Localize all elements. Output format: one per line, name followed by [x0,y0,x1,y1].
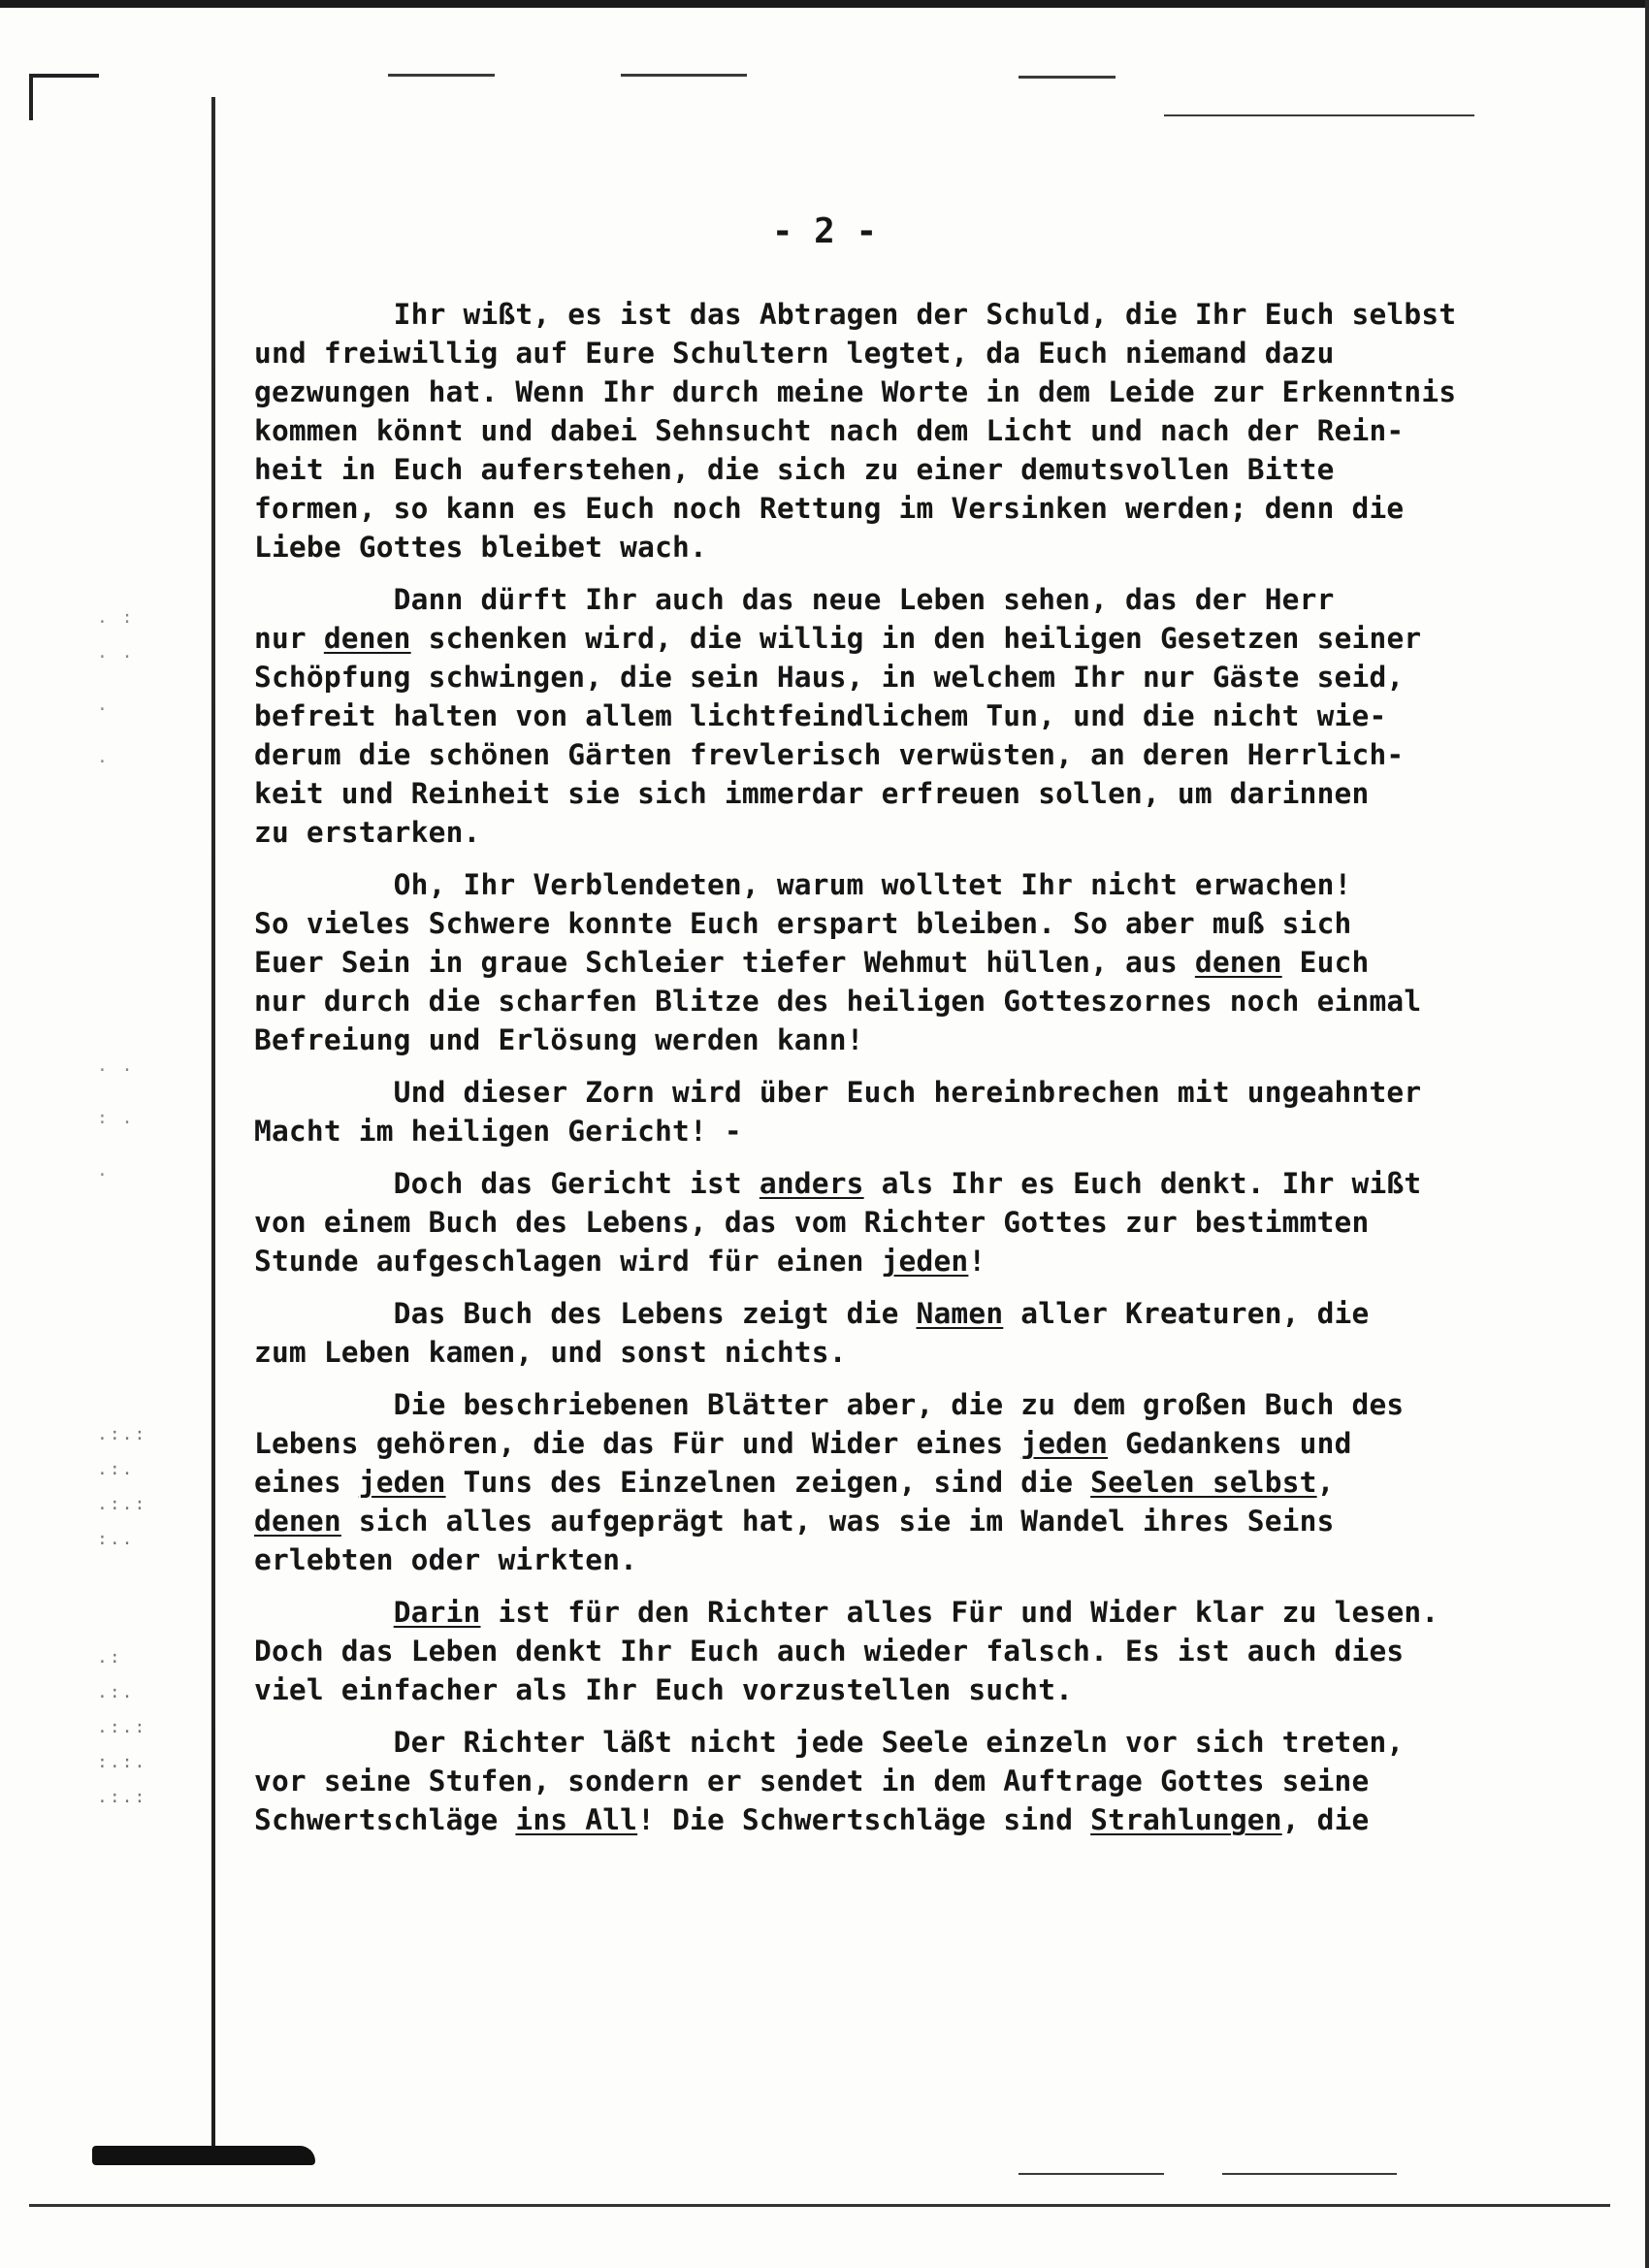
text-line: keit und Reinheit sie sich immerdar erfreuen sollen, um darinnen [254,777,1370,810]
underlined-word: denen [254,1505,341,1538]
margin-bleed-marks: . : . . . . [97,607,135,767]
page-number: - 2 - [771,211,878,251]
scan-top-edge [0,0,1649,8]
underlined-word: Darin [393,1596,481,1629]
text-line: vor seine Stufen, sondern er sendet in dem Auftrage Gottes seine [254,1765,1370,1798]
left-margin-line [211,97,215,2154]
bottom-rule [29,2204,1610,2207]
underlined-word: denen [1194,946,1282,979]
underlined-word: Namen [916,1297,1004,1330]
text-line: Stunde aufgeschlagen wird für einen jeden! [254,1245,986,1278]
text-line: kommen könnt und dabei Sehnsucht nach dem Licht und nach der Rein- [254,414,1405,447]
text-line: eines jeden Tuns des Einzelnen zeigen, sind die Seelen selbst, [254,1466,1335,1499]
top-dash [621,74,747,77]
text-line: Dann dürft Ihr auch das neue Leben sehen, das der Herr [254,583,1335,616]
text-line: Liebe Gottes bleibet wach. [254,531,707,564]
scan-right-edge [1645,0,1649,2268]
text-line: zu erstarken. [254,816,481,849]
text-line: befreit halten von allem lichtfeindlichem Tun, und die nicht wie- [254,699,1387,732]
text-line: zum Leben kamen, und sonst nichts. [254,1336,847,1369]
letter-body [254,295,1535,1839]
text-line: Darin ist für den Richter alles Für und Wider klar zu lesen. [393,1596,1439,1629]
text-line: Das Buch des Lebens zeigt die Namen aller Kreaturen, die [254,1297,1370,1330]
underlined-word: ins All [515,1803,638,1836]
text-line: Und dieser Zorn wird über Euch hereinbrechen mit ungeahnter [254,1076,1422,1109]
text-line: Oh, Ihr Verblendeten, warum wolltet Ihr nicht erwachen! [254,868,1352,901]
underlined-word: denen [323,622,411,655]
top-dash [1018,76,1116,79]
margin-bleed-marks: . . : . . [97,1055,135,1181]
text-line: Euer Sein in graue Schleier tiefer Wehmut hüllen, aus denen Euch [254,946,1370,979]
text-line: Macht im heiligen Gericht! - [254,1115,742,1148]
text-line: von einem Buch des Lebens, das vom Richter Gottes zur bestimmten [254,1206,1370,1239]
text-line: Schwertschläge ins All! Die Schwertschläge sind Strahlungen, die [254,1803,1370,1836]
bottom-dash [1222,2173,1397,2175]
text-line: nur denen schenken wird, die willig in den heiligen Gesetzen seiner [254,622,1422,655]
text-line: viel einfacher als Ihr Euch vorzustellen sucht. [254,1673,1074,1706]
margin-line-foot [92,2146,315,2165]
margin-bleed-marks: .:.: .:. .:.: :.. [97,1424,147,1549]
text-line: denen sich alles aufgeprägt hat, was sie im Wandel ihres Seins [254,1505,1335,1538]
underlined-word: Seelen selbst [1090,1466,1317,1499]
underlined-word: jeden [358,1466,446,1499]
underlined-word: anders [759,1167,864,1200]
text-line: Ihr wißt, es ist das Abtragen der Schuld, die Ihr Euch selbst [254,298,1457,331]
text-line: Befreiung und Erlösung werden kann! [254,1023,864,1056]
text-line: nur durch die scharfen Blitze des heiligen Gotteszornes noch einmal [254,985,1422,1018]
text-line: Der Richter läßt nicht jede Seele einzeln vor sich treten, [254,1726,1405,1759]
text-line: heit in Euch auferstehen, die sich zu einer demutsvollen Bitte [254,453,1335,486]
corner-mark [29,74,33,120]
bottom-dash [1018,2173,1164,2175]
text-line: formen, so kann es Euch noch Rettung im Versinken werden; denn die [254,492,1405,525]
text-line: Lebens gehören, die das Für und Wider eines jeden Gedankens und [254,1427,1352,1460]
top-dash [1164,114,1474,116]
text-line: und freiwillig auf Eure Schultern legtet, da Euch niemand dazu [254,337,1335,370]
underlined-word: Strahlungen [1090,1803,1282,1836]
text-line: Doch das Leben denkt Ihr Euch auch wieder falsch. Es ist auch dies [254,1635,1405,1668]
corner-mark [29,74,99,78]
text-line: Schöpfung schwingen, die sein Haus, in welchem Ihr nur Gäste seid, [254,661,1405,694]
text-line: gezwungen hat. Wenn Ihr durch meine Worte in dem Leide zur Erkenntnis [254,375,1457,408]
text-line: erlebten oder wirkten. [254,1543,638,1576]
text-line: derum die schönen Gärten frevlerisch verwüsten, an deren Herrlich- [254,738,1405,771]
top-dash [388,74,495,77]
underlined-word: jeden [1020,1427,1109,1460]
text-line: So vieles Schwere konnte Euch erspart bleiben. So aber muß sich [254,907,1352,940]
margin-bleed-marks: .: .:. .:.: :.:. .:.: [97,1647,147,1807]
text-line: Die beschriebenen Blätter aber, die zu dem großen Buch des [254,1388,1405,1421]
underlined-word: jeden [881,1245,969,1278]
text-line: Doch das Gericht ist anders als Ihr es Euch denkt. Ihr wißt [254,1167,1422,1200]
